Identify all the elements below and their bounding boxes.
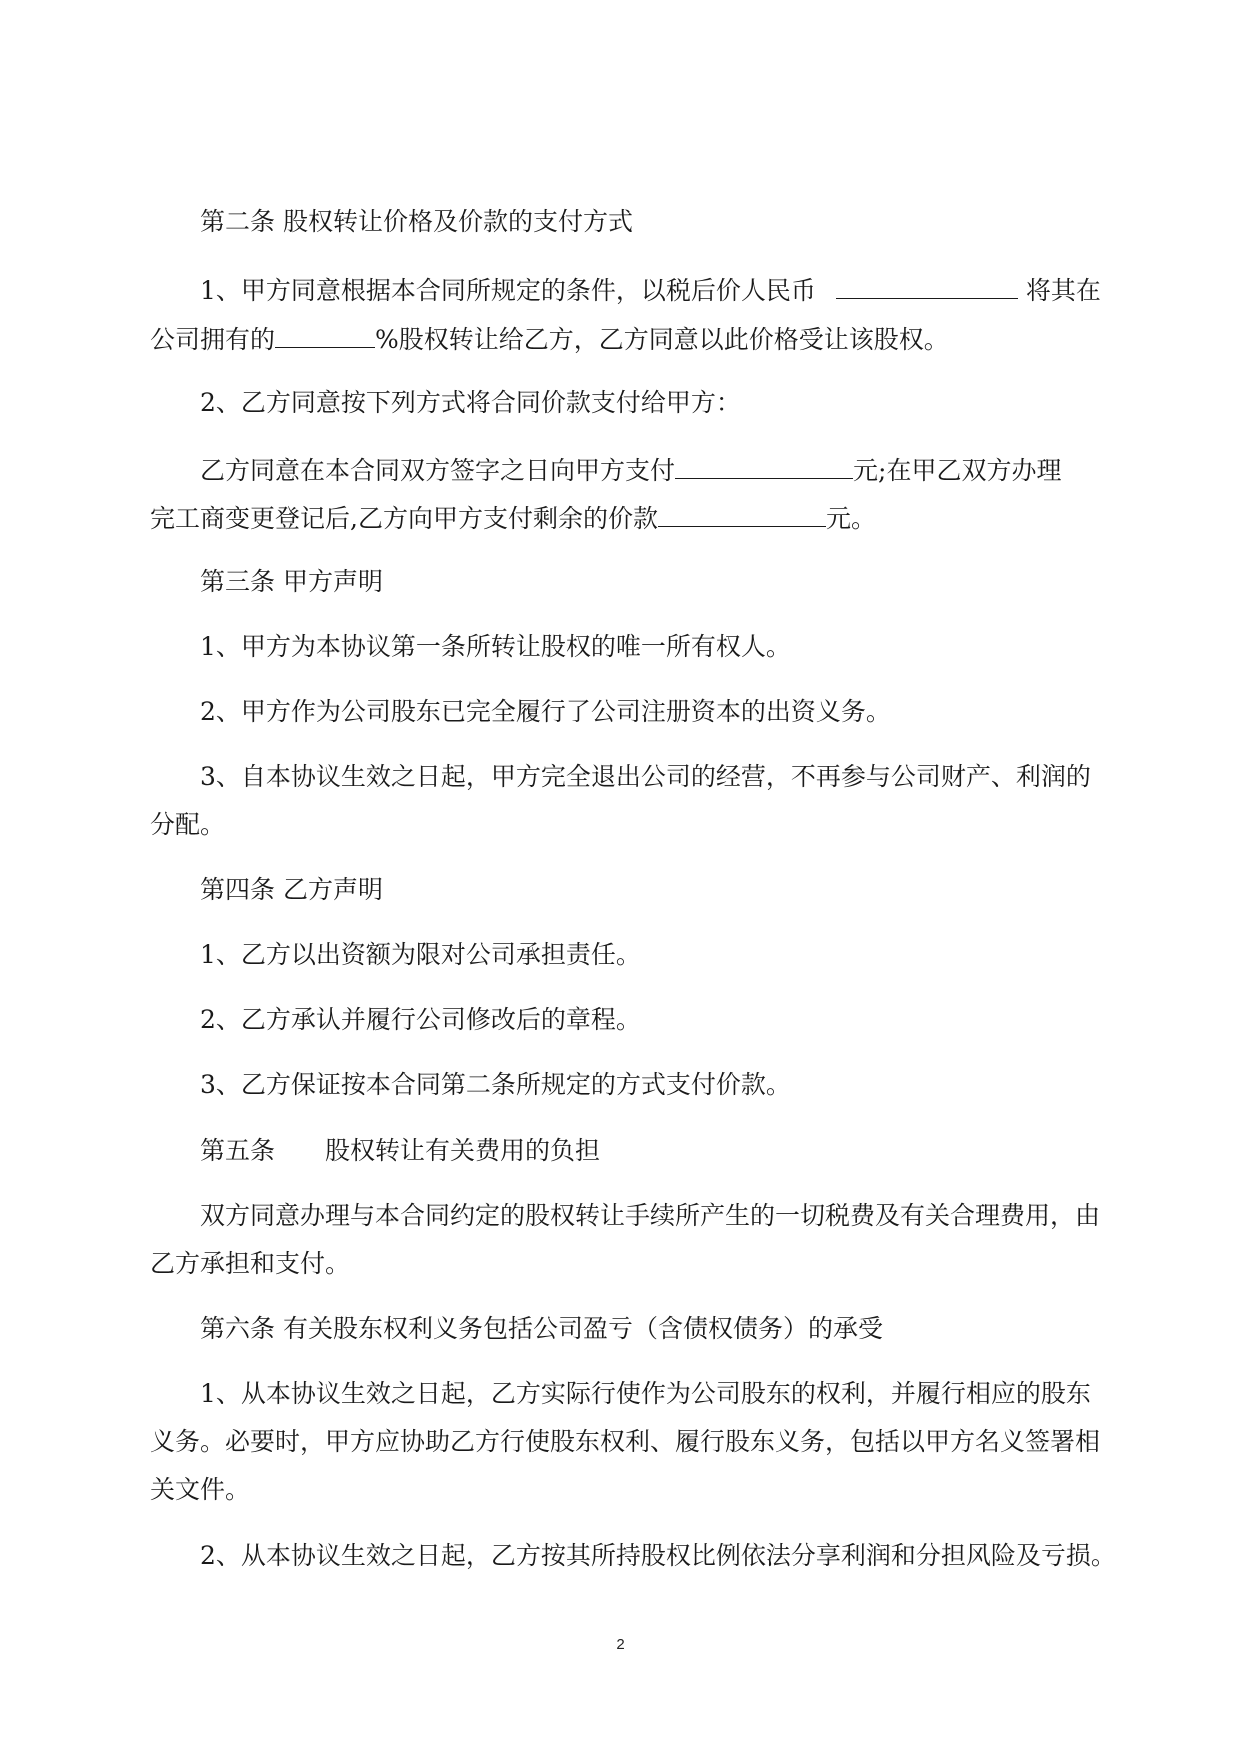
percentage-blank[interactable]	[275, 321, 375, 348]
article-6-para-2: 2、从本协议生效之日起，乙方按其所持股权比例依法分享利润和分担风险及亏损。	[200, 1541, 1116, 1570]
article-2-para-2: 2、乙方同意按下列方式将合同价款支付给甲方：	[200, 388, 741, 417]
article-2-para-3-line-1	[200, 452, 1061, 487]
article-5-para-1-line-2: 乙方承担和支付。	[150, 1249, 351, 1278]
article-3-title: 第三条 甲方声明	[200, 567, 383, 596]
text-segment: 乙方同意在本合同双方签字之日向甲方支付	[200, 456, 676, 485]
article-6-para-1-line-3: 关文件。	[150, 1475, 251, 1504]
article-4-title: 第四条 乙方声明	[200, 875, 383, 904]
text-segment: 元。	[825, 504, 876, 533]
article-4-para-1: 1、乙方以出资额为限对公司承担责任。	[200, 940, 641, 969]
article-4-para-3: 3、乙方保证按本合同第二条所规定的方式支付价款。	[200, 1070, 791, 1099]
article-2-title: 第二条 股权转让价格及价款的支付方式	[200, 207, 633, 236]
text-segment: 完工商变更登记后,乙方向甲方支付剩余的价款	[150, 504, 658, 533]
text-segment: 公司拥有的	[150, 325, 276, 354]
article-2-para-1-line-1	[200, 272, 1101, 307]
article-6-title: 第六条 有关股东权利义务包括公司盈亏（含债权债务）的承受	[200, 1314, 883, 1343]
article-3-para-3-line-2: 分配。	[150, 810, 226, 839]
article-2-para-1-line-2	[150, 321, 949, 356]
text-segment: %股权转让给乙方，乙方同意以此价格受让该股权。	[375, 325, 949, 354]
article-6-para-1-line-2: 义务。必要时，甲方应协助乙方行使股东权利、履行股东义务，包括以甲方名义签署相	[150, 1427, 1101, 1456]
text-segment: 将其在	[1025, 276, 1101, 305]
price-blank[interactable]	[836, 272, 1018, 299]
article-4-para-2: 2、乙方承认并履行公司修改后的章程。	[200, 1005, 641, 1034]
article-3-para-2: 2、甲方作为公司股东已完全履行了公司注册资本的出资义务。	[200, 697, 891, 726]
page-number: 2	[616, 1636, 625, 1653]
article-3-para-3-line-1: 3、自本协议生效之日起，甲方完全退出公司的经营，不再参与公司财产、利润的	[200, 762, 1091, 791]
article-2-para-3-line-2	[150, 500, 876, 535]
article-5-title: 第五条 股权转让有关费用的负担	[200, 1136, 601, 1165]
text-segment: 1、甲方同意根据本合同所规定的条件，以税后价人民币	[200, 276, 816, 305]
text-segment: 元;在甲乙双方办理	[853, 456, 1062, 485]
remaining-payment-blank[interactable]	[658, 500, 826, 527]
first-payment-blank[interactable]	[675, 452, 853, 479]
article-6-para-1-line-1: 1、从本协议生效之日起，乙方实际行使作为公司股东的权利，并履行相应的股东	[200, 1379, 1091, 1408]
article-5-para-1-line-1: 双方同意办理与本合同约定的股权转让手续所产生的一切税费及有关合理费用，由	[200, 1201, 1101, 1230]
article-3-para-1: 1、甲方为本协议第一条所转让股权的唯一所有权人。	[200, 632, 791, 661]
